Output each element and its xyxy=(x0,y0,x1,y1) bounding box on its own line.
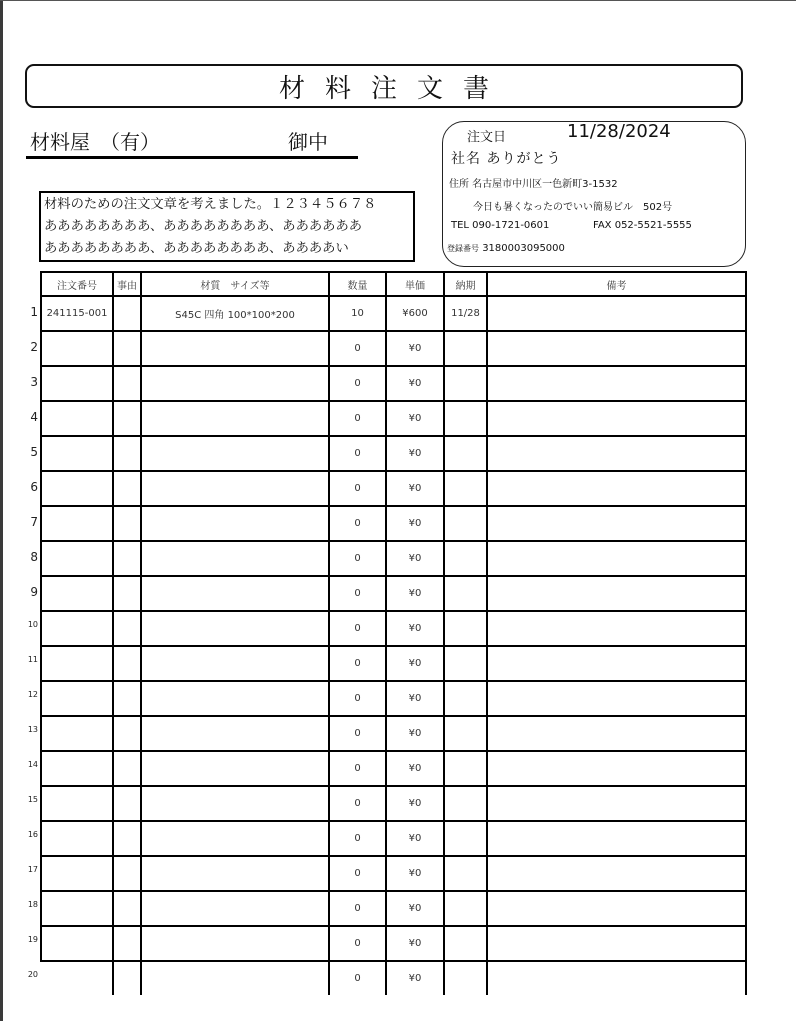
cell-material xyxy=(141,856,329,891)
header-quantity: 数量 xyxy=(329,272,386,296)
cell-order-no xyxy=(41,891,113,926)
cell-quantity: 0 xyxy=(329,926,386,961)
cell-reason xyxy=(113,506,141,541)
cell-remarks xyxy=(487,506,746,541)
cell-due-date xyxy=(444,506,487,541)
cell-remarks xyxy=(487,961,746,995)
table-row xyxy=(41,856,746,891)
cell-quantity: 0 xyxy=(329,436,386,471)
row-number: 14 xyxy=(27,760,38,769)
registration-number: 3180003095000 xyxy=(482,243,565,254)
cell-order-no xyxy=(41,576,113,611)
cell-quantity: 0 xyxy=(329,611,386,646)
cell-quantity: 0 xyxy=(329,786,386,821)
row-number: 4 xyxy=(30,410,38,424)
cell-material xyxy=(141,611,329,646)
cell-reason xyxy=(113,786,141,821)
cell-due-date xyxy=(444,716,487,751)
table-row xyxy=(41,751,746,786)
cell-quantity: 0 xyxy=(329,506,386,541)
cell-unit-price: ¥0 xyxy=(386,926,444,961)
row-number: 11 xyxy=(27,655,38,664)
table-row xyxy=(41,436,746,471)
cell-remarks xyxy=(487,296,746,331)
cell-order-no xyxy=(41,926,113,961)
order-note-box xyxy=(39,191,415,262)
cell-material xyxy=(141,821,329,856)
cell-material xyxy=(141,681,329,716)
cell-order-no: 241115-001 xyxy=(41,296,113,331)
cell-material: S45C 四角 100*100*200 xyxy=(141,296,329,331)
table-row xyxy=(41,331,746,366)
cell-due-date xyxy=(444,681,487,716)
cell-order-no xyxy=(41,716,113,751)
cell-remarks xyxy=(487,471,746,506)
cell-unit-price: ¥0 xyxy=(386,821,444,856)
cell-quantity: 0 xyxy=(329,681,386,716)
note-line: 材料のための注文文章を考えました。１２３４５６７８ xyxy=(44,197,377,212)
table-row xyxy=(41,366,746,401)
cell-unit-price: ¥0 xyxy=(386,401,444,436)
row-number: 17 xyxy=(27,865,38,874)
row-number: 15 xyxy=(27,795,38,804)
cell-remarks xyxy=(487,856,746,891)
row-number: 9 xyxy=(30,585,38,599)
cell-unit-price: ¥0 xyxy=(386,436,444,471)
cell-remarks xyxy=(487,716,746,751)
table-header-row xyxy=(41,272,746,296)
cell-unit-price: ¥0 xyxy=(386,646,444,681)
order-date-label: 注文日 xyxy=(467,130,507,145)
sender-address-line1: 住所 名古屋市中川区一色新町3-1532 xyxy=(449,179,618,190)
table-row xyxy=(41,611,746,646)
row-number: 13 xyxy=(27,725,38,734)
cell-due-date xyxy=(444,786,487,821)
row-number: 18 xyxy=(27,900,38,909)
cell-material xyxy=(141,366,329,401)
cell-reason xyxy=(113,891,141,926)
recipient-honorific: 御中 xyxy=(288,130,328,154)
table-row xyxy=(41,506,746,541)
cell-unit-price: ¥0 xyxy=(386,541,444,576)
cell-order-no xyxy=(41,751,113,786)
cell-due-date xyxy=(444,576,487,611)
cell-reason xyxy=(113,681,141,716)
row-number: 7 xyxy=(30,515,38,529)
header-order-no: 注文番号 xyxy=(41,272,113,296)
recipient-name: 材料屋 （有） xyxy=(30,130,160,154)
cell-remarks xyxy=(487,926,746,961)
row-number: 3 xyxy=(30,375,38,389)
cell-order-no xyxy=(41,961,113,995)
cell-order-no xyxy=(41,506,113,541)
table-row xyxy=(41,646,746,681)
cell-material xyxy=(141,471,329,506)
row-number: 2 xyxy=(30,340,38,354)
cell-reason xyxy=(113,366,141,401)
cell-material xyxy=(141,786,329,821)
cell-material xyxy=(141,331,329,366)
recipient-line xyxy=(26,124,358,159)
cell-remarks xyxy=(487,436,746,471)
cell-remarks xyxy=(487,646,746,681)
header-due-date: 納期 xyxy=(444,272,487,296)
row-number: 19 xyxy=(27,935,38,944)
cell-unit-price: ¥0 xyxy=(386,751,444,786)
cell-remarks xyxy=(487,786,746,821)
cell-unit-price: ¥0 xyxy=(386,681,444,716)
row-number: 5 xyxy=(30,445,38,459)
cell-unit-price: ¥0 xyxy=(386,716,444,751)
viewer-top-edge xyxy=(0,0,796,1)
header-unit-price: 単価 xyxy=(386,272,444,296)
row-number: 1 xyxy=(30,305,38,319)
row-number: 12 xyxy=(27,690,38,699)
cell-material xyxy=(141,401,329,436)
viewer-left-edge xyxy=(0,0,3,1021)
cell-remarks xyxy=(487,681,746,716)
cell-order-no xyxy=(41,366,113,401)
cell-quantity: 0 xyxy=(329,331,386,366)
table-row xyxy=(41,296,746,331)
cell-remarks xyxy=(487,366,746,401)
registration-label: 登録番号 xyxy=(447,244,479,253)
cell-due-date xyxy=(444,366,487,401)
cell-remarks xyxy=(487,401,746,436)
cell-unit-price: ¥0 xyxy=(386,331,444,366)
document-title-box xyxy=(25,64,743,108)
order-table xyxy=(40,271,747,995)
cell-material xyxy=(141,961,329,995)
cell-reason xyxy=(113,961,141,995)
header-material: 材質 サイズ等 xyxy=(141,272,329,296)
table-row xyxy=(41,716,746,751)
cell-quantity: 0 xyxy=(329,716,386,751)
header-remarks: 備考 xyxy=(487,272,746,296)
cell-quantity: 0 xyxy=(329,821,386,856)
cell-unit-price: ¥0 xyxy=(386,786,444,821)
cell-due-date xyxy=(444,646,487,681)
header-reason: 事由 xyxy=(113,272,141,296)
table-row xyxy=(41,576,746,611)
cell-order-no xyxy=(41,856,113,891)
note-line: ああああああああ、ああああああああ、ああああああ xyxy=(44,219,363,234)
sender-info-box xyxy=(442,121,746,267)
note-line: ああああああああ、ああああああああ、ああああい xyxy=(44,241,349,256)
cell-remarks xyxy=(487,611,746,646)
cell-material xyxy=(141,436,329,471)
table-row xyxy=(41,401,746,436)
cell-quantity: 0 xyxy=(329,961,386,995)
cell-reason xyxy=(113,436,141,471)
cell-order-no xyxy=(41,541,113,576)
cell-remarks xyxy=(487,576,746,611)
cell-unit-price: ¥0 xyxy=(386,891,444,926)
table-row xyxy=(41,786,746,821)
cell-remarks xyxy=(487,821,746,856)
cell-reason xyxy=(113,751,141,786)
cell-order-no xyxy=(41,681,113,716)
cell-reason xyxy=(113,331,141,366)
cell-unit-price: ¥0 xyxy=(386,576,444,611)
cell-unit-price: ¥600 xyxy=(386,296,444,331)
cell-reason xyxy=(113,611,141,646)
cell-due-date xyxy=(444,471,487,506)
cell-remarks xyxy=(487,891,746,926)
cell-order-no xyxy=(41,471,113,506)
cell-due-date: 11/28 xyxy=(444,296,487,331)
cell-due-date xyxy=(444,436,487,471)
table-row xyxy=(41,926,746,961)
cell-order-no xyxy=(41,786,113,821)
cell-due-date xyxy=(444,961,487,995)
cell-quantity: 0 xyxy=(329,401,386,436)
cell-due-date xyxy=(444,891,487,926)
table-row xyxy=(41,961,746,995)
cell-due-date xyxy=(444,926,487,961)
cell-quantity: 0 xyxy=(329,751,386,786)
cell-due-date xyxy=(444,821,487,856)
cell-reason xyxy=(113,541,141,576)
cell-unit-price: ¥0 xyxy=(386,506,444,541)
document-title: 材料注文書 xyxy=(278,73,509,104)
cell-due-date xyxy=(444,856,487,891)
cell-order-no xyxy=(41,436,113,471)
cell-reason xyxy=(113,576,141,611)
cell-order-no xyxy=(41,646,113,681)
cell-material xyxy=(141,576,329,611)
row-number: 20 xyxy=(27,970,38,979)
cell-material xyxy=(141,541,329,576)
cell-unit-price: ¥0 xyxy=(386,471,444,506)
cell-unit-price: ¥0 xyxy=(386,961,444,995)
sender-registration xyxy=(447,243,565,254)
cell-order-no xyxy=(41,821,113,856)
cell-remarks xyxy=(487,751,746,786)
cell-order-no xyxy=(41,331,113,366)
cell-quantity: 0 xyxy=(329,646,386,681)
cell-quantity: 10 xyxy=(329,296,386,331)
cell-reason xyxy=(113,471,141,506)
cell-material xyxy=(141,646,329,681)
sender-fax: FAX 052-5521-5555 xyxy=(593,220,692,231)
cell-remarks xyxy=(487,541,746,576)
cell-reason xyxy=(113,821,141,856)
sender-company: 社名 ありがとう xyxy=(451,151,562,167)
cell-due-date xyxy=(444,611,487,646)
table-row xyxy=(41,541,746,576)
cell-order-no xyxy=(41,401,113,436)
cell-unit-price: ¥0 xyxy=(386,366,444,401)
table-row xyxy=(41,471,746,506)
cell-material xyxy=(141,506,329,541)
cell-unit-price: ¥0 xyxy=(386,611,444,646)
cell-order-no xyxy=(41,611,113,646)
cell-reason xyxy=(113,646,141,681)
row-number: 10 xyxy=(27,620,38,629)
cell-remarks xyxy=(487,331,746,366)
cell-material xyxy=(141,751,329,786)
row-number: 8 xyxy=(30,550,38,564)
cell-quantity: 0 xyxy=(329,856,386,891)
table-row xyxy=(41,681,746,716)
order-date-value: 11/28/2024 xyxy=(567,121,671,142)
cell-reason xyxy=(113,296,141,331)
cell-due-date xyxy=(444,541,487,576)
cell-reason xyxy=(113,926,141,961)
cell-quantity: 0 xyxy=(329,541,386,576)
table-row xyxy=(41,821,746,856)
cell-material xyxy=(141,716,329,751)
cell-material xyxy=(141,926,329,961)
sender-tel: TEL 090-1721-0601 xyxy=(451,220,550,231)
cell-quantity: 0 xyxy=(329,366,386,401)
sender-address-line2: 今日も暑くなったのでいい簡易ビル 502号 xyxy=(473,202,673,213)
cell-quantity: 0 xyxy=(329,471,386,506)
cell-unit-price: ¥0 xyxy=(386,856,444,891)
cell-reason xyxy=(113,716,141,751)
cell-due-date xyxy=(444,401,487,436)
cell-quantity: 0 xyxy=(329,891,386,926)
cell-material xyxy=(141,891,329,926)
cell-due-date xyxy=(444,331,487,366)
cell-reason xyxy=(113,401,141,436)
row-number: 6 xyxy=(30,480,38,494)
row-number: 16 xyxy=(27,830,38,839)
cell-reason xyxy=(113,856,141,891)
table-row xyxy=(41,891,746,926)
cell-quantity: 0 xyxy=(329,576,386,611)
cell-due-date xyxy=(444,751,487,786)
